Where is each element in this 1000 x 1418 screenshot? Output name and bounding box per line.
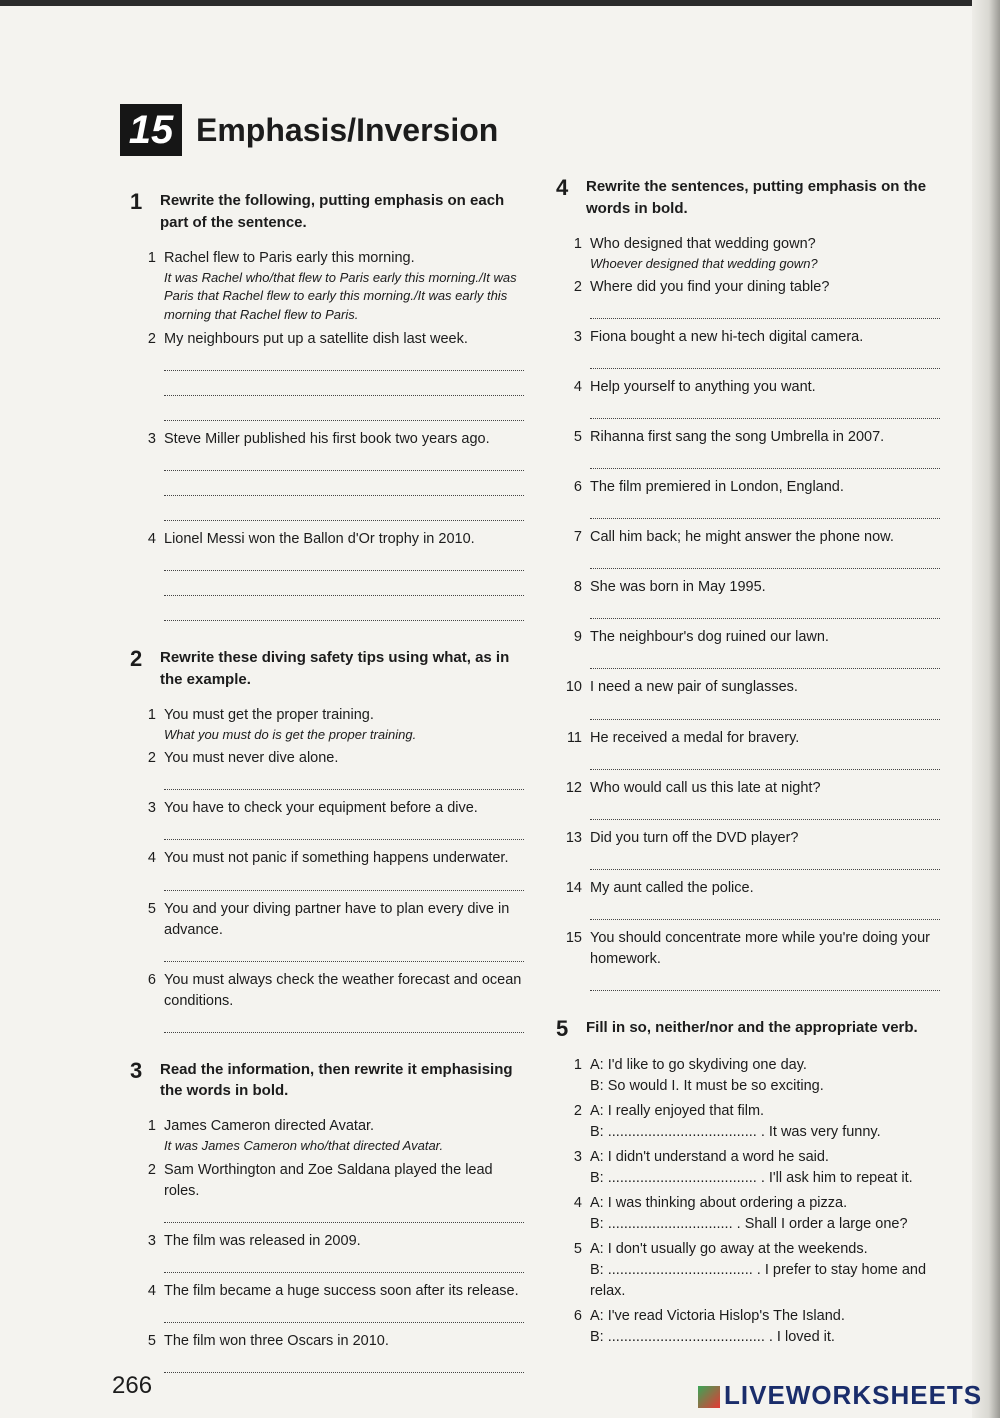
page-number: 266 bbox=[112, 1372, 153, 1399]
section-1-heading: 1 Rewrite the following, putting emphasis on each part of the sentence. bbox=[130, 189, 505, 231]
s5-item: 4 A: I was thinking about ordering a pizza. B: ............................... . Shall I order a large one? bbox=[556, 1193, 946, 1235]
s3-item: 1 James Cameron directed Avatar. It was James Cameron who/that directed Avatar. bbox=[130, 1116, 530, 1156]
s5-item: 2 A: I really enjoyed that film. B: ..................................... . It was very funny. bbox=[556, 1101, 946, 1143]
answer-line[interactable] bbox=[590, 749, 940, 770]
s3-item: 5 The film won three Oscars in 2010. bbox=[130, 1331, 530, 1377]
fill-blank[interactable]: B: ....................................... . I loved it. bbox=[590, 1328, 835, 1345]
answer-line[interactable] bbox=[164, 500, 524, 521]
right-column bbox=[556, 176, 946, 1352]
s4-item: 12 Who would call us this late at night? bbox=[556, 778, 946, 824]
s1-item: 3 Steve Miller published his first book two years ago. bbox=[130, 429, 530, 525]
s4-item: 14 My aunt called the police. bbox=[556, 878, 946, 924]
liveworksheets-logo: LIVEWORKSHEETS bbox=[698, 1380, 982, 1411]
example-answer: Whoever designed that wedding gown? bbox=[590, 255, 818, 271]
s5-item: 6 A: I've read Victoria Hislop's The Island. B: ....................................... . I loved it. bbox=[556, 1306, 946, 1348]
s2-item: 4 You must not panic if something happens underwater. bbox=[130, 848, 530, 894]
fill-blank[interactable]: B: ..................................... . It was very funny. bbox=[590, 1123, 881, 1140]
answer-line[interactable] bbox=[590, 970, 940, 991]
s5-item: 3 A: I didn't understand a word he said. B: ..................................... . I'll ask him to repeat it. bbox=[556, 1147, 946, 1189]
answer-line[interactable] bbox=[164, 350, 524, 371]
s4-item: 2 Where did you find your dining table? bbox=[556, 277, 946, 323]
answer-line[interactable] bbox=[164, 600, 524, 621]
answer-line[interactable] bbox=[164, 870, 524, 891]
answer-line[interactable] bbox=[164, 941, 524, 962]
page-edge-shadow bbox=[972, 0, 1000, 1418]
s3-item: 3 The film was released in 2009. bbox=[130, 1231, 530, 1277]
answer-line[interactable] bbox=[590, 598, 940, 619]
logo-icon bbox=[698, 1386, 720, 1408]
answer-line[interactable] bbox=[590, 849, 940, 870]
answer-line[interactable] bbox=[164, 769, 524, 790]
s2-item: 5 You and your diving partner have to plan every dive in advance. bbox=[130, 899, 530, 966]
answer-line[interactable] bbox=[590, 498, 940, 519]
s4-item: 1 Who designed that wedding gown? Whoever designed that wedding gown? bbox=[556, 234, 946, 274]
example-answer: It was Rachel who/that flew to Paris early this morning./It was Paris that Rachel flew to early this morning./It was early this morning that Rachel flew to Paris. bbox=[164, 269, 517, 323]
unit-number-badge: 15 bbox=[120, 104, 182, 156]
s4-item: 9 The neighbour's dog ruined our lawn. bbox=[556, 627, 946, 673]
example-answer: It was James Cameron who/that directed Avatar. bbox=[164, 1138, 444, 1154]
answer-line[interactable] bbox=[590, 699, 940, 720]
s5-item: 5 A: I don't usually go away at the weekends. B: .................................... . I prefer to stay home and relax. bbox=[556, 1239, 946, 1302]
s2-item: 6 You must always check the weather forecast and ocean conditions. bbox=[130, 970, 530, 1037]
answer-line[interactable] bbox=[164, 1012, 524, 1033]
answer-line[interactable] bbox=[164, 550, 524, 571]
s4-item: 8 She was born in May 1995. bbox=[556, 577, 946, 623]
answer-line[interactable] bbox=[164, 375, 524, 396]
s1-item: 2 My neighbours put up a satellite dish last week. bbox=[130, 329, 530, 425]
answer-line[interactable] bbox=[164, 1352, 524, 1373]
answer-line[interactable] bbox=[164, 475, 524, 496]
unit-title: Emphasis/Inversion bbox=[196, 111, 499, 148]
s4-item: 11 He received a medal for bravery. bbox=[556, 728, 946, 774]
unit-header bbox=[120, 104, 498, 156]
section-3-heading: 3 Read the information, then rewrite it emphasising the words in bold. bbox=[130, 1057, 513, 1100]
answer-line[interactable] bbox=[590, 448, 940, 469]
fill-blank[interactable]: B: .................................... . I prefer to stay home and relax. bbox=[590, 1261, 927, 1299]
answer-line[interactable] bbox=[590, 398, 940, 419]
answer-line[interactable] bbox=[164, 450, 524, 471]
s3-item: 2 Sam Worthington and Zoe Saldana played the lead roles. bbox=[130, 1160, 530, 1227]
s4-item: 15 You should concentrate more while you're doing your homework. bbox=[556, 928, 946, 995]
s2-item: 2 You must never dive alone. bbox=[130, 748, 530, 794]
example-answer: What you must do is get the proper training. bbox=[164, 726, 417, 742]
answer-line[interactable] bbox=[590, 548, 940, 569]
fill-blank[interactable]: B: ............................... . Shall I order a large one? bbox=[590, 1215, 908, 1232]
s1-item: 4 Lionel Messi won the Ballon d'Or trophy in 2010. bbox=[130, 529, 530, 625]
s4-item: 5 Rihanna first sang the song Umbrella in 2007. bbox=[556, 427, 946, 473]
answer-line[interactable] bbox=[164, 1252, 524, 1273]
answer-line[interactable] bbox=[590, 648, 940, 669]
answer-line[interactable] bbox=[590, 348, 940, 369]
left-column bbox=[130, 190, 530, 1381]
answer-line[interactable] bbox=[590, 899, 940, 920]
fill-blank[interactable]: B: ..................................... . I'll ask him to repeat it. bbox=[590, 1169, 913, 1186]
s2-item: 1 You must get the proper training. What you must do is get the proper training. bbox=[130, 705, 530, 745]
s4-item: 13 Did you turn off the DVD player? bbox=[556, 828, 946, 874]
s4-item: 10 I need a new pair of sunglasses. bbox=[556, 677, 946, 723]
answer-line[interactable] bbox=[164, 1302, 524, 1323]
answer-line[interactable] bbox=[164, 1202, 524, 1223]
s2-item: 3 You have to check your equipment before a dive. bbox=[130, 798, 530, 844]
s4-item: 6 The film premiered in London, England. bbox=[556, 477, 946, 523]
s1-item: 1 Rachel flew to Paris early this morning. It was Rachel who/that flew to Paris early this morning./It was Paris that Rachel flew to early this morning./It was early this morning that Rachel flew to Paris. bbox=[130, 248, 530, 326]
section-5-heading: 5 Fill in so, neither/nor and the appropriate verb. bbox=[556, 1015, 918, 1041]
answer-line[interactable] bbox=[590, 298, 940, 319]
s5-item: 1 A: I'd like to go skydiving one day. B: So would I. It must be so exciting. bbox=[573, 1056, 824, 1094]
top-scan-border bbox=[0, 0, 1000, 6]
answer-line[interactable] bbox=[164, 819, 524, 840]
s4-item: 7 Call him back; he might answer the phone now. bbox=[556, 527, 946, 573]
answer-line[interactable] bbox=[164, 575, 524, 596]
s4-item: 4 Help yourself to anything you want. bbox=[556, 377, 946, 423]
answer-line[interactable] bbox=[590, 799, 940, 820]
s3-item: 4 The film became a huge success soon after its release. bbox=[130, 1281, 530, 1327]
s4-item: 3 Fiona bought a new hi-tech digital camera. bbox=[556, 327, 946, 373]
answer-line[interactable] bbox=[164, 400, 524, 421]
section-4-heading: 4 Rewrite the sentences, putting emphasis on the words in bold. bbox=[556, 175, 927, 217]
section-2-heading: 2 Rewrite these diving safety tips using what, as in the example. bbox=[130, 646, 510, 688]
